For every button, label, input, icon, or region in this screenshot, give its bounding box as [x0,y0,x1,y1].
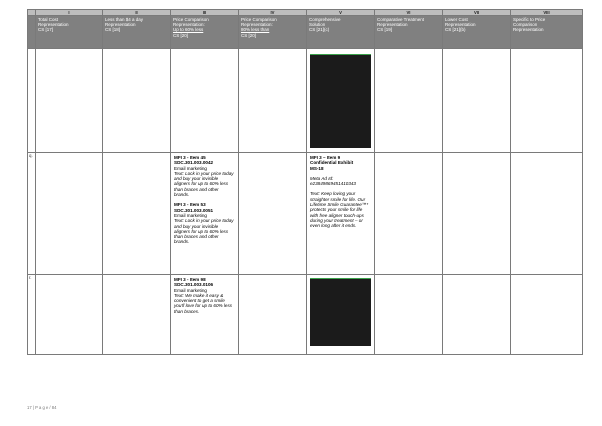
header-line: 80% less than [241,27,270,33]
table-cell [239,275,307,355]
table-cell [375,275,443,355]
table-row [28,49,583,153]
header-line: Comparison [513,22,538,28]
header-line: Representation: [241,22,273,28]
column-header [375,16,443,49]
table-cell [171,275,239,355]
column-header [511,16,583,49]
header-line: Comprehensive [309,17,341,22]
row-label: q. [28,153,36,275]
column-header [171,16,239,49]
table-cell [307,153,375,275]
header-line: Representation [513,27,544,33]
column-numeral: V [307,10,375,16]
header-line: CS [21](c) [309,27,330,33]
entry-doc-id: SDC.301.003.0051 [174,207,214,213]
table-cell [511,275,583,355]
table-cell [239,153,307,275]
entry-title: MFI 3 - Item 98 [174,277,206,282]
entry-title: MFI 3 – Item 9 [310,155,341,160]
table-cell [36,49,103,153]
header-line: Comparative Treatment [377,17,425,22]
evidence-table [27,9,583,355]
redacted-image [310,54,371,148]
header-line: CS [18] [105,27,121,33]
table-cell [307,49,375,153]
entry-title: MS-18 [310,165,324,171]
header-line: Lower Cost [445,17,468,22]
column-numeral: VIII [511,10,583,16]
table-cell [443,275,511,355]
header-line: Price Comparison [241,17,277,22]
entry-meta-label: Meta Ad Id: [310,175,334,181]
table-cell [511,153,583,275]
header-line: Solution [309,22,326,28]
header-line: Representation: [173,22,205,28]
column-header [103,16,171,49]
evidence-entry [171,275,238,316]
table-cell [443,153,511,275]
entry-title: Confidential Exhibit [310,160,354,166]
row-label [28,49,36,153]
column-header-row [28,16,583,49]
evidence-entry [307,153,374,231]
header-line: Representation [377,22,408,28]
column-numeral: IV [239,10,307,16]
table-cell [443,49,511,153]
entry-doc-id: SDC.301.003.0042 [174,160,214,166]
header-line: Price Comparison [173,17,209,22]
column-numeral: III [171,10,239,16]
page-footer: 17 | P a g e / 84 [27,405,57,410]
header-line: Total Cost [38,17,59,22]
entry-text: Text: We make it easy & convenient to get a smile you'll love for up to 60% less than braces. [174,292,233,314]
entry-doc-id: SDC.301.003.0106 [174,282,214,288]
table-cell [103,153,171,275]
header-line: CS [20] [173,32,189,38]
redacted-image [310,278,371,346]
entry-type: Email marketing [174,165,207,171]
table-cell [171,153,239,275]
header-line: CS [20] [241,32,257,38]
header-line: Representation [445,22,476,28]
table-cell [375,49,443,153]
table-row [28,153,583,275]
column-header [239,16,307,49]
table-cell [375,153,443,275]
entry-title: MFI 3 - Item 45 [174,155,206,160]
entry-type: Email marketing [174,212,207,218]
table-cell [36,275,103,355]
column-numeral: I [36,10,103,16]
header-line: Up to 60% less [173,27,204,33]
table-cell [103,49,171,153]
column-numeral: II [103,10,171,16]
entry-meta-id: e23849869451410343 [310,181,356,187]
table-cell [511,49,583,153]
header-line: Representation [38,22,69,28]
header-line: Less than $4 a day [105,17,144,22]
column-header [443,16,511,49]
column-numeral: VI [375,10,443,16]
entry-type: Email marketing [174,287,207,293]
evidence-entry [171,153,238,247]
header-line: CS [19] [377,27,393,33]
row-label: r. [28,275,36,355]
header-line: CS [21](b) [445,27,466,33]
column-numeral: VII [443,10,511,16]
header-line: CS [17] [38,27,54,33]
entry-text: Text: Lock in your price today and buy your invisible aligners for up to 60% less than braces and other brands. [174,218,234,245]
table-row [28,275,583,355]
column-header [307,16,375,49]
header-line: Representation [105,22,136,28]
column-header [36,16,103,49]
table-cell [103,275,171,355]
table-cell [239,49,307,153]
entry-text: Text: Keep loving your straighter smile for life. Our Lifetime Smile Guarantee™* protects your smile for life with free aligner touch-ups during your treatment – or even long after it ends. [310,191,369,229]
table-cell [171,49,239,153]
header-corner [28,16,36,49]
table-cell [36,153,103,275]
table-cell [307,275,375,355]
entry-text: Text: Lock in your price today and buy your invisible aligners for up to 60% less than braces and other brands. [174,170,234,198]
entry-title: MFI 3 - Item 53 [174,202,206,208]
header-line: Specific to Price [513,17,546,22]
